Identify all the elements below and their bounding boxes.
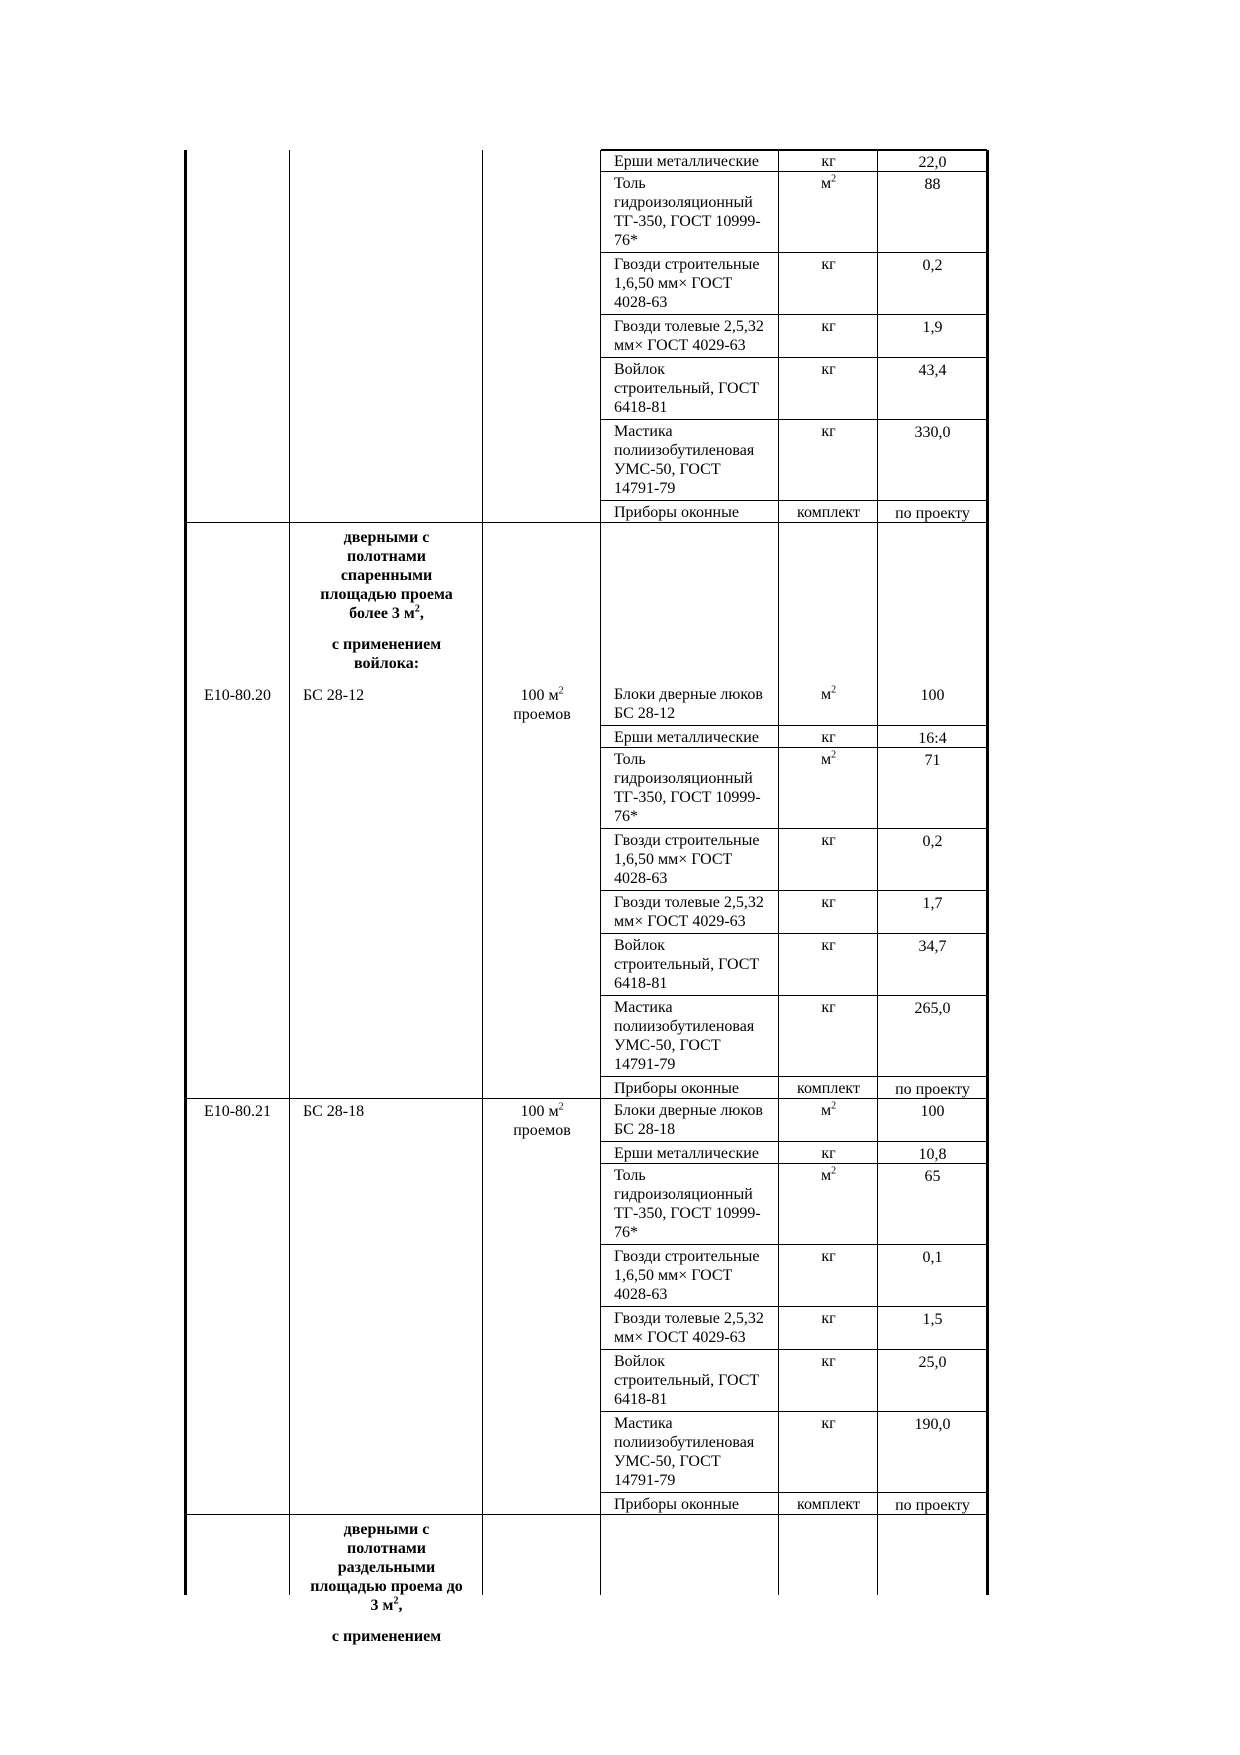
table-rule-horizontal xyxy=(601,725,987,726)
heading-line-superscript: 2 xyxy=(393,1595,399,1607)
material-name xyxy=(614,1185,753,1204)
material-name-text: Войлок xyxy=(614,937,665,954)
material-name xyxy=(614,831,759,850)
material-qty xyxy=(878,999,987,1018)
table-rule-horizontal xyxy=(601,1244,987,1245)
heading-line-text: дверными с xyxy=(343,529,430,546)
material-unit-text: кг xyxy=(821,1353,836,1370)
material-qty-text: 34,7 xyxy=(918,938,947,955)
material-unit xyxy=(779,1352,878,1371)
material-qty xyxy=(878,1145,987,1164)
material-name-text: 76* xyxy=(614,808,638,825)
material-name-text: Толь xyxy=(614,751,646,768)
material-name xyxy=(614,193,753,212)
material-name xyxy=(614,1371,759,1390)
material-name xyxy=(614,1266,732,1285)
table-rule-horizontal xyxy=(601,1141,987,1142)
material-name-text: гидроизоляционный xyxy=(614,1186,753,1203)
table-rule-horizontal xyxy=(601,1492,987,1493)
material-name-text: Блоки дверные люков xyxy=(614,1102,763,1119)
table-rule-horizontal xyxy=(185,522,987,523)
material-name xyxy=(614,212,761,231)
material-qty xyxy=(878,1080,987,1099)
material-name xyxy=(614,1017,754,1036)
material-name-text: Гвозди толевые 2,5,32 xyxy=(614,1310,764,1327)
material-name-text: 14791-79 xyxy=(614,1472,676,1489)
material-unit-text: м xyxy=(820,175,832,192)
material-name-text: 6418-81 xyxy=(614,1391,668,1408)
material-name-text: 1,6,50 мм× ГОСТ xyxy=(614,1267,733,1284)
norm-unit-superscript: 2 xyxy=(558,685,564,697)
material-qty-text: 265,0 xyxy=(914,1000,951,1017)
material-unit xyxy=(779,1166,878,1185)
material-qty-text: 100 xyxy=(920,1103,945,1120)
material-name-text: 76* xyxy=(614,1224,638,1241)
heading-line-text: спаренными xyxy=(340,567,433,584)
material-name xyxy=(614,750,646,769)
table-rule-vertical xyxy=(289,150,290,1595)
norm-unit xyxy=(483,705,601,724)
material-name-text: Гвозди строительные xyxy=(614,256,760,273)
material-qty xyxy=(878,937,987,956)
material-name-text: мм× ГОСТ 4029-63 xyxy=(614,337,746,354)
material-unit xyxy=(779,728,878,747)
material-name-text: мм× ГОСТ 4029-63 xyxy=(614,1329,746,1346)
material-name xyxy=(614,850,732,869)
material-name xyxy=(614,1452,721,1471)
material-name-text: строительный, ГОСТ xyxy=(614,1372,760,1389)
material-qty-text: по проекту xyxy=(895,505,970,522)
norm-unit-text: проемов xyxy=(513,706,571,723)
heading-line-text: 3 м xyxy=(370,1597,394,1614)
material-qty-text: 190,0 xyxy=(914,1416,951,1433)
material-name-text: Ерши металлические xyxy=(614,1145,759,1162)
material-name xyxy=(614,769,753,788)
material-name-text: Войлок xyxy=(614,361,665,378)
material-unit-text: кг xyxy=(821,729,836,746)
material-unit-superscript: 2 xyxy=(831,1165,837,1177)
material-name xyxy=(614,1055,675,1074)
material-name xyxy=(614,1036,721,1055)
material-qty-text: 10,8 xyxy=(918,1146,947,1163)
heading-line-text: войлока: xyxy=(353,655,420,672)
material-qty-text: 0,1 xyxy=(922,1249,943,1266)
material-unit xyxy=(779,936,878,955)
material-qty xyxy=(878,1102,987,1121)
table-rule-horizontal xyxy=(601,933,987,934)
heading-line xyxy=(290,528,483,547)
material-name-text: 1,6,50 мм× ГОСТ xyxy=(614,851,733,868)
material-unit xyxy=(779,152,878,171)
material-unit-superscript: 2 xyxy=(831,684,837,696)
heading-line xyxy=(290,547,483,566)
material-qty-text: 1,5 xyxy=(922,1311,943,1328)
norm-code-text: Е10-80.20 xyxy=(203,687,272,704)
material-unit xyxy=(779,422,878,441)
heading-line xyxy=(290,566,483,585)
heading-line xyxy=(290,635,483,654)
norm-unit-superscript: 2 xyxy=(558,1101,564,1113)
material-unit-text: комплект xyxy=(797,504,860,521)
heading-line xyxy=(290,585,483,604)
material-name-text: 6418-81 xyxy=(614,399,668,416)
material-name-text: Гвозди толевые 2,5,32 xyxy=(614,318,764,335)
material-name xyxy=(614,1414,673,1433)
material-name-text: полиизобутиленовая xyxy=(614,1434,755,1451)
material-unit xyxy=(779,1309,878,1328)
material-name-text: ТГ-350, ГОСТ 10999- xyxy=(614,213,761,230)
heading-line xyxy=(290,654,483,673)
material-qty-text: 65 xyxy=(924,1168,941,1185)
material-name xyxy=(614,1433,754,1452)
material-qty-text: 0,2 xyxy=(922,257,943,274)
material-name xyxy=(614,1285,667,1304)
table-rule-horizontal xyxy=(185,1098,987,1099)
material-qty-text: по проекту xyxy=(895,1497,970,1514)
material-name xyxy=(614,1495,739,1514)
material-unit xyxy=(779,360,878,379)
material-unit xyxy=(779,1495,878,1514)
material-name-text: Мастика xyxy=(614,423,673,440)
material-name-text: мм× ГОСТ 4029-63 xyxy=(614,913,746,930)
material-qty-text: 330,0 xyxy=(914,424,951,441)
heading-line-text: полотнами xyxy=(347,1540,426,1557)
material-name xyxy=(614,398,667,417)
material-qty xyxy=(878,423,987,442)
material-unit xyxy=(779,1414,878,1433)
material-unit-superscript: 2 xyxy=(831,749,837,761)
material-unit-superscript: 2 xyxy=(831,173,837,185)
material-qty-text: 88 xyxy=(924,176,941,193)
material-name xyxy=(614,274,732,293)
material-name xyxy=(614,231,638,250)
table-rule-horizontal xyxy=(601,1306,987,1307)
table-rule-vertical xyxy=(482,150,483,1595)
material-name xyxy=(614,255,759,274)
table-rule-horizontal xyxy=(601,419,987,420)
material-name-text: Ерши металлические xyxy=(614,729,759,746)
material-unit xyxy=(779,503,878,522)
material-qty xyxy=(878,256,987,275)
heading-line-text: дверными с xyxy=(343,1521,430,1538)
table-rule-horizontal xyxy=(601,1411,987,1412)
material-name xyxy=(614,974,667,993)
material-name xyxy=(614,479,675,498)
table-rule-horizontal xyxy=(601,149,987,151)
table-rule-horizontal xyxy=(601,1349,987,1350)
table-rule-horizontal xyxy=(601,995,987,996)
heading-line-tail: , xyxy=(398,1597,403,1614)
material-name xyxy=(614,1223,638,1242)
material-qty xyxy=(878,1248,987,1267)
material-name-text: гидроизоляционный xyxy=(614,194,753,211)
heading-line-text: более 3 м xyxy=(349,605,415,622)
material-unit xyxy=(779,255,878,274)
material-name xyxy=(614,503,739,522)
material-unit-text: м xyxy=(820,751,832,768)
heading-line xyxy=(290,1627,483,1646)
material-name xyxy=(614,807,638,826)
material-name-text: Войлок xyxy=(614,1353,665,1370)
heading-line xyxy=(290,1520,483,1539)
heading-line-text: полотнами xyxy=(347,548,426,565)
norm-unit-text: проемов xyxy=(513,1122,571,1139)
heading-line xyxy=(290,1577,483,1596)
material-name-text: Гвозди строительные xyxy=(614,832,760,849)
material-qty xyxy=(878,729,987,748)
norm-code-text: Е10-80.21 xyxy=(203,1103,272,1120)
material-name-text: 4028-63 xyxy=(614,870,668,887)
norm-unit xyxy=(483,686,601,705)
material-name-text: БС 28-18 xyxy=(614,1121,676,1138)
norm-name-text: БС 28-12 xyxy=(303,687,365,704)
material-name xyxy=(614,460,721,479)
material-unit xyxy=(779,1247,878,1266)
material-name-text: 1,6,50 мм× ГОСТ xyxy=(614,275,733,292)
norm-unit xyxy=(483,1121,601,1140)
material-name xyxy=(614,317,764,336)
material-name xyxy=(614,1120,675,1139)
material-unit-text: кг xyxy=(821,1415,836,1432)
table-rule-horizontal xyxy=(601,357,987,358)
norm-name-text: БС 28-18 xyxy=(303,1103,365,1120)
material-name-text: Приборы оконные xyxy=(614,1080,739,1097)
material-unit xyxy=(779,174,878,193)
table-rule-horizontal xyxy=(601,890,987,891)
material-unit-text: м xyxy=(820,1102,832,1119)
material-unit xyxy=(779,831,878,850)
material-name-text: Мастика xyxy=(614,1415,673,1432)
material-unit-text: кг xyxy=(821,256,836,273)
material-qty xyxy=(878,751,987,770)
norm-name xyxy=(303,686,364,705)
material-name xyxy=(614,422,673,441)
material-unit xyxy=(779,750,878,769)
material-qty-text: по проекту xyxy=(895,1081,970,1098)
material-name-text: 76* xyxy=(614,232,638,249)
material-qty xyxy=(878,1353,987,1372)
material-unit xyxy=(779,893,878,912)
material-name-text: гидроизоляционный xyxy=(614,770,753,787)
material-name-text: ТГ-350, ГОСТ 10999- xyxy=(614,1205,761,1222)
material-qty-text: 71 xyxy=(924,752,941,769)
material-name xyxy=(614,1328,746,1347)
material-name xyxy=(614,360,665,379)
material-name xyxy=(614,912,746,931)
heading-line-superscript: 2 xyxy=(414,603,420,615)
material-qty xyxy=(878,175,987,194)
material-name xyxy=(614,893,764,912)
material-name xyxy=(614,1166,646,1185)
material-name xyxy=(614,1247,759,1266)
material-name-text: ТГ-350, ГОСТ 10999- xyxy=(614,789,761,806)
material-unit-text: комплект xyxy=(797,1496,860,1513)
material-unit-superscript: 2 xyxy=(831,1100,837,1112)
material-name xyxy=(614,441,754,460)
material-unit xyxy=(779,1144,878,1163)
material-unit-text: м xyxy=(820,686,832,703)
material-qty-text: 1,9 xyxy=(922,319,943,336)
table-rule-horizontal xyxy=(601,252,987,253)
material-qty xyxy=(878,318,987,337)
material-name-text: строительный, ГОСТ xyxy=(614,956,760,973)
material-name-text: УМС-50, ГОСТ xyxy=(614,461,721,478)
material-name xyxy=(614,685,763,704)
material-name xyxy=(614,152,759,171)
material-name xyxy=(614,379,759,398)
material-qty-text: 0,2 xyxy=(922,833,943,850)
heading-line xyxy=(290,1539,483,1558)
material-qty xyxy=(878,1167,987,1186)
material-name-text: Приборы оконные xyxy=(614,1496,739,1513)
material-unit xyxy=(779,1079,878,1098)
material-qty-text: 16:4 xyxy=(918,730,947,747)
table-rule-vertical xyxy=(184,150,187,1595)
material-unit-text: кг xyxy=(821,894,836,911)
heading-line-text: площадью проема xyxy=(320,586,453,603)
material-name-text: 6418-81 xyxy=(614,975,668,992)
material-name xyxy=(614,1390,667,1409)
material-name xyxy=(614,1079,739,1098)
material-unit xyxy=(779,317,878,336)
material-unit xyxy=(779,685,878,704)
material-name xyxy=(614,728,759,747)
material-name xyxy=(614,788,761,807)
material-qty xyxy=(878,894,987,913)
material-name xyxy=(614,1144,759,1163)
material-unit xyxy=(779,998,878,1017)
material-name xyxy=(614,1352,665,1371)
material-qty xyxy=(878,1310,987,1329)
material-qty xyxy=(878,153,987,172)
material-name-text: Мастика xyxy=(614,999,673,1016)
material-name-text: полиизобутиленовая xyxy=(614,442,755,459)
material-name-text: строительный, ГОСТ xyxy=(614,380,760,397)
material-name-text: 14791-79 xyxy=(614,480,676,497)
material-unit-text: кг xyxy=(821,153,836,170)
material-name xyxy=(614,955,759,974)
material-name xyxy=(614,293,667,312)
material-qty xyxy=(878,832,987,851)
material-unit-text: кг xyxy=(821,318,836,335)
table-rule-horizontal xyxy=(601,314,987,315)
heading-line-text: с применением xyxy=(331,636,442,653)
material-name xyxy=(614,1471,675,1490)
material-name-text: Ерши металлические xyxy=(614,153,759,170)
material-unit-text: кг xyxy=(821,999,836,1016)
material-name-text: Приборы оконные xyxy=(614,504,739,521)
material-qty xyxy=(878,504,987,523)
heading-line-text: с применением xyxy=(331,1628,442,1645)
material-unit-text: комплект xyxy=(797,1080,860,1097)
material-name xyxy=(614,336,746,355)
material-name-text: 4028-63 xyxy=(614,1286,668,1303)
material-unit-text: кг xyxy=(821,361,836,378)
material-qty-text: 43,4 xyxy=(918,362,947,379)
material-name xyxy=(614,1101,763,1120)
heading-line-text: площадью проема до xyxy=(310,1578,463,1595)
material-name-text: Толь xyxy=(614,175,646,192)
material-unit-text: кг xyxy=(821,1248,836,1265)
norm-unit xyxy=(483,1102,601,1121)
material-name-text: БС 28-12 xyxy=(614,705,676,722)
table-rule-horizontal xyxy=(601,828,987,829)
material-qty xyxy=(878,686,987,705)
material-name-text: УМС-50, ГОСТ xyxy=(614,1453,721,1470)
material-name-text: Гвозди толевые 2,5,32 xyxy=(614,894,764,911)
material-name xyxy=(614,869,667,888)
norm-unit-text: 100 м xyxy=(520,687,559,704)
material-name-text: Гвозди строительные xyxy=(614,1248,760,1265)
material-unit-text: кг xyxy=(821,832,836,849)
table-rule-vertical xyxy=(600,150,601,1595)
norm-name xyxy=(303,1102,364,1121)
heading-line xyxy=(290,604,483,623)
material-name xyxy=(614,998,673,1017)
material-name-text: 4028-63 xyxy=(614,294,668,311)
material-unit-text: кг xyxy=(821,1310,836,1327)
table-rule-horizontal xyxy=(601,1076,987,1077)
material-qty-text: 25,0 xyxy=(918,1354,947,1371)
material-qty xyxy=(878,1415,987,1434)
heading-line xyxy=(290,1596,483,1615)
material-unit-text: кг xyxy=(821,423,836,440)
norm-code xyxy=(185,1102,290,1121)
material-unit-text: м xyxy=(820,1167,832,1184)
material-name-text: 14791-79 xyxy=(614,1056,676,1073)
material-name xyxy=(614,704,675,723)
heading-line-tail: , xyxy=(419,605,424,622)
material-unit-text: кг xyxy=(821,1145,836,1162)
material-name xyxy=(614,1309,764,1328)
material-qty-text: 1,7 xyxy=(922,895,943,912)
material-qty xyxy=(878,1496,987,1515)
material-unit xyxy=(779,1101,878,1120)
norm-unit-text: 100 м xyxy=(520,1103,559,1120)
table-rule-horizontal xyxy=(601,500,987,501)
material-name xyxy=(614,1204,761,1223)
material-name-text: Толь xyxy=(614,1167,646,1184)
material-name-text: УМС-50, ГОСТ xyxy=(614,1037,721,1054)
material-name xyxy=(614,174,646,193)
material-qty-text: 100 xyxy=(920,687,945,704)
heading-line-text: раздельными xyxy=(337,1559,436,1576)
table-rule-horizontal xyxy=(185,1514,987,1515)
material-qty xyxy=(878,361,987,380)
material-unit-text: кг xyxy=(821,937,836,954)
material-name-text: Блоки дверные люков xyxy=(614,686,763,703)
material-qty-text: 22,0 xyxy=(918,154,947,171)
norm-code xyxy=(185,686,290,705)
material-name xyxy=(614,936,665,955)
material-name-text: полиизобутиленовая xyxy=(614,1018,755,1035)
heading-line xyxy=(290,1558,483,1577)
